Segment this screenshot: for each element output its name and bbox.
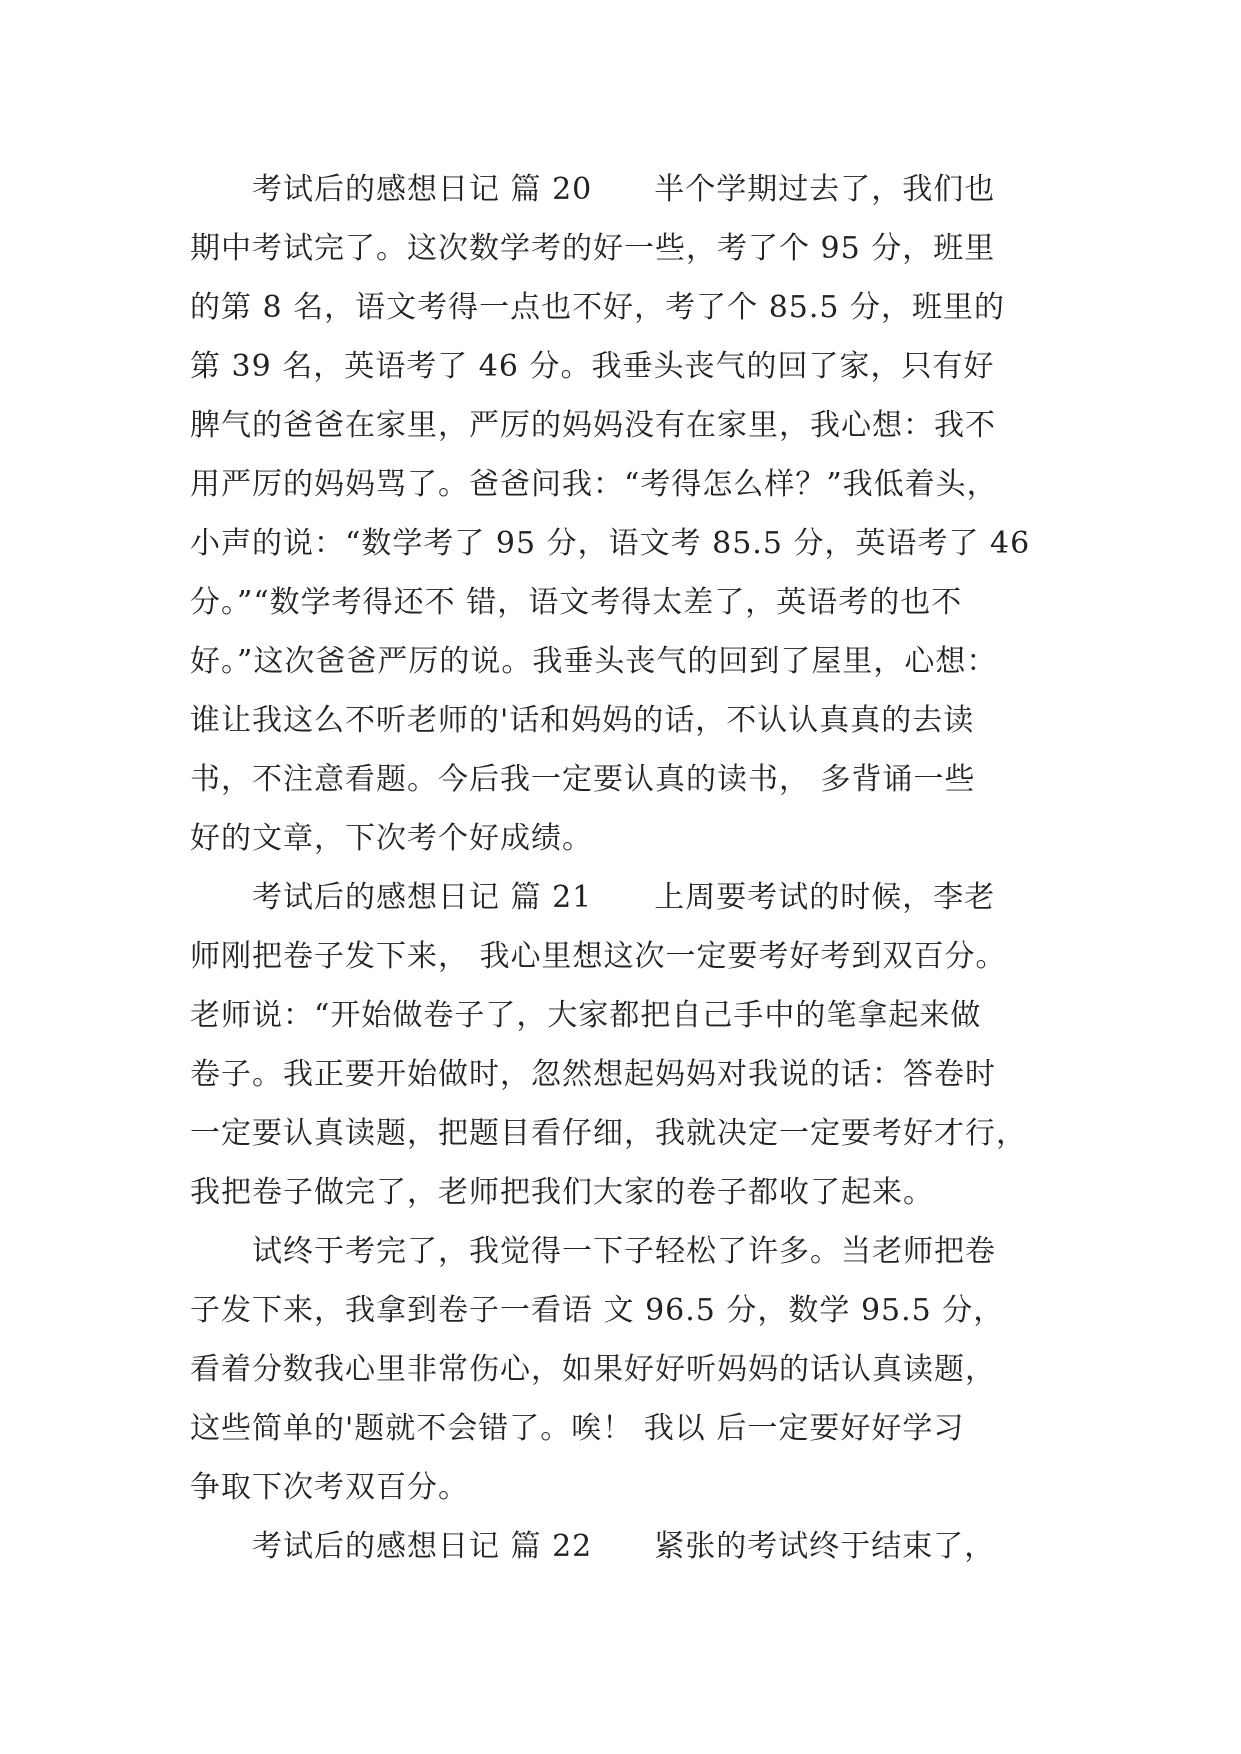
text-line: 一定要认真读题，把题目看仔细，我就决定一定要考好才行， [190, 1116, 1027, 1151]
text-line: 期中考试完了。这次数学考的好一些，考了个 95 分，班里 [190, 231, 996, 266]
text-line: 卷子。我正要开始做时，忽然想起妈妈对我说的话：答卷时 [190, 1057, 996, 1092]
text-line: 这些简单的'题就不会错了。唉！ 我以 后一定要好好学习 [190, 1411, 965, 1446]
text-line: 谁让我这么不听老师的'话和妈妈的话，不认认真真的去读 [190, 703, 975, 738]
text-line: 我把卷子做完了，老师把我们大家的卷子都收了起来。 [190, 1175, 934, 1210]
text-line: 好。”这次爸爸严厉的说。我垂头丧气的回到了屋里，心想： [190, 644, 998, 679]
document-body [190, 160, 1050, 1576]
text-line: 第 39 名，英语考了 46 分。我垂头丧气的回了家，只有好 [190, 349, 995, 384]
text-line: 子发下来，我拿到卷子一看语 文 96.5 分，数学 95.5 分， [190, 1293, 1005, 1328]
text-line: 用严厉的妈妈骂了。爸爸问我：“考得怎么样？”我低着头， [190, 467, 998, 502]
text-line: 试终于考完了，我觉得一下子轻松了许多。当老师把卷 [190, 1234, 996, 1269]
text-line: 争取下次考双百分。 [190, 1470, 469, 1505]
text-line: 书，不注意看题。今后我一定要认真的读书， 多背诵一些 [190, 762, 976, 797]
text-line: 小声的说：“数学考了 95 分，语文考 85.5 分，英语考了 46 [190, 526, 1031, 561]
text-line: 师刚把卷子发下来， 我心里想这次一定要考好考到双百分。 [190, 939, 1007, 974]
text-line: 考试后的感想日记 篇 21 上周要考试的时候，李老 [190, 880, 996, 915]
text-line: 考试后的感想日记 篇 20 半个学期过去了，我们也 [190, 172, 996, 207]
text-line: 老师说：“开始做卷子了，大家都把自己手中的笔拿起来做 [190, 998, 982, 1033]
text-line: 分。”“数学考得还不 错，语文考得太差了，英语考的也不 [190, 585, 963, 620]
text-line: 的第 8 名，语文考得一点也不好，考了个 85.5 分，班里的 [190, 290, 1006, 325]
text-line: 好的文章，下次考个好成绩。 [190, 821, 593, 856]
text-line: 脾气的爸爸在家里，严厉的妈妈没有在家里，我心想：我不 [190, 408, 996, 443]
text-line: 看着分数我心里非常伤心，如果好好听妈妈的话认真读题， [190, 1352, 996, 1387]
text-line: 考试后的感想日记 篇 22 紧张的考试终于结束了， [190, 1529, 996, 1564]
